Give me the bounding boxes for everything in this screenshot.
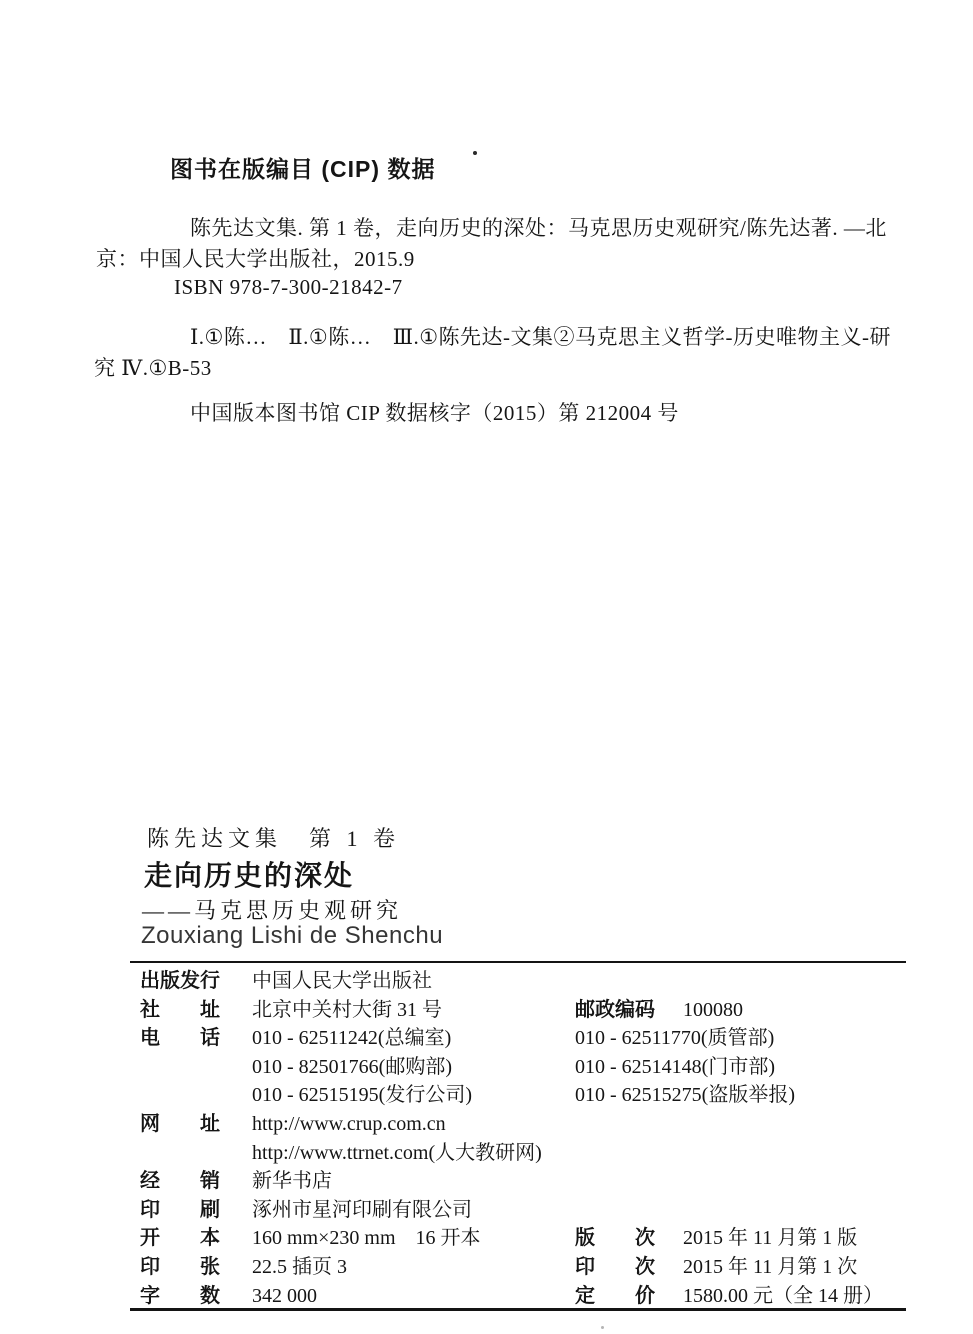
imprint-table (140, 967, 910, 1310)
row-right-label: 邮政编码 (575, 998, 655, 1021)
imprint-row-phone-2 (140, 1053, 910, 1082)
row-right-label: 定 价 (575, 1284, 655, 1307)
row-value: http://www.crup.com.cn (252, 1112, 446, 1135)
row-right-value: 2015 年 11 月第 1 次 (683, 1255, 858, 1278)
row-value: 010 - 62515195(发行公司) (252, 1084, 472, 1107)
divider-top (130, 961, 906, 963)
row-right-value: 010 - 62514148(门市部) (575, 1055, 775, 1078)
isbn-number: ISBN 978-7-300-21842-7 (174, 275, 403, 299)
imprint-row-website-1 (140, 1110, 910, 1139)
row-value: 010 - 62511242(总编室) (252, 1027, 452, 1050)
row-label: 开 本 (140, 1227, 220, 1250)
row-right-label: 印 次 (575, 1255, 655, 1278)
imprint-row-publisher (140, 967, 910, 996)
row-value: 中国人民大学出版社 (252, 970, 432, 992)
row-label: 经 销 (140, 1170, 220, 1193)
row-label: 网 址 (140, 1112, 220, 1135)
row-label: 出版发行 (140, 970, 220, 992)
row-value: 新华书店 (252, 1170, 332, 1193)
row-value: http://www.ttrnet.com(人大教研网) (252, 1141, 542, 1164)
row-right-value: 1580.00 元（全 14 册） (683, 1284, 883, 1307)
divider-bottom (130, 1308, 906, 1311)
imprint-row-sheets-printing (140, 1253, 910, 1282)
imprint-row-format-edition (140, 1224, 910, 1253)
cip-heading: 图书在版编目 (CIP) 数据 (170, 156, 436, 182)
row-label: 字 数 (140, 1284, 220, 1307)
row-right-label: 版 次 (575, 1227, 655, 1250)
row-value: 342 000 (252, 1284, 317, 1307)
pinyin-title: Zouxiang Lishi de Shenchu (141, 922, 444, 949)
ink-dot-bottom (601, 1326, 604, 1329)
book-title: 走向历史的深处 (144, 860, 355, 891)
row-value: 北京中关村大街 31 号 (252, 998, 442, 1021)
classification-line-1: Ⅰ.①陈… Ⅱ.①陈… Ⅲ.①陈先达-文集②马克思主义哲学-历史唯物主义-研 (190, 325, 892, 349)
row-value: 22.5 插页 3 (252, 1255, 347, 1278)
imprint-row-printer (140, 1196, 910, 1225)
row-right-value: 010 - 62515275(盗版举报) (575, 1084, 795, 1107)
row-label: 电 话 (140, 1027, 220, 1050)
row-value: 涿州市星河印刷有限公司 (252, 1198, 472, 1221)
bibliographic-line-2: 京：中国人民大学出版社，2015.9 (96, 247, 415, 271)
imprint-row-wordcount-price (140, 1282, 910, 1311)
ink-dot-top (473, 151, 477, 155)
imprint-row-distributor (140, 1167, 910, 1196)
cip-record-number: 中国版本图书馆 CIP 数据核字（2015）第 212004 号 (190, 401, 679, 425)
row-value: 010 - 82501766(邮购部) (252, 1055, 452, 1078)
book-subtitle: ——马克思历史观研究 (142, 898, 403, 923)
classification-line-2: 究 Ⅳ.①B-53 (94, 356, 212, 380)
row-value: 160 mm×230 mm 16 开本 (252, 1227, 481, 1250)
bibliographic-line-1: 陈先达文集. 第 1 卷，走向历史的深处：马克思历史观研究/陈先达著. —北 (190, 216, 887, 240)
row-right-value: 010 - 62511770(质管部) (575, 1027, 775, 1050)
row-right-value: 100080 (683, 998, 743, 1021)
imprint-row-website-2 (140, 1139, 910, 1168)
imprint-row-address (140, 996, 910, 1025)
imprint-row-phone-3 (140, 1081, 910, 1110)
row-right-value: 2015 年 11 月第 1 版 (683, 1227, 858, 1250)
row-label: 印 张 (140, 1255, 220, 1278)
row-label: 印 刷 (140, 1198, 220, 1221)
series-title: 陈先达文集 第 1 卷 (147, 826, 401, 851)
row-label: 社 址 (140, 998, 220, 1021)
imprint-row-phone-1 (140, 1024, 910, 1053)
